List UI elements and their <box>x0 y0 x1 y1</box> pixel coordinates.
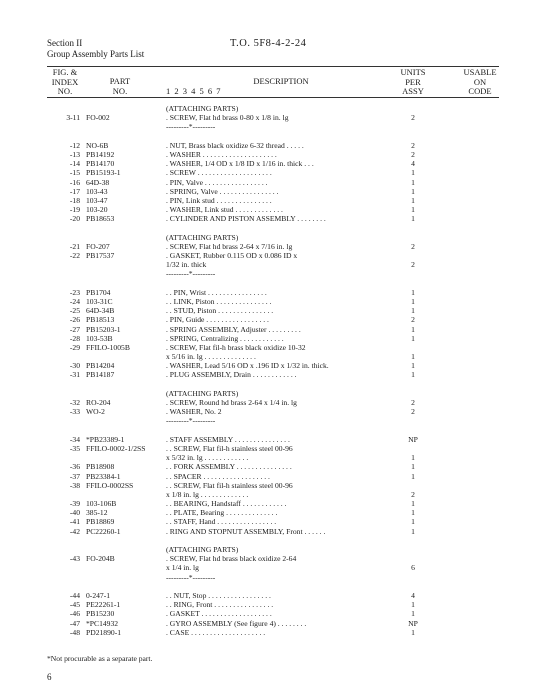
table-row <box>0 132 540 141</box>
units-cell: 1 <box>411 296 415 306</box>
units-cell: 2 <box>411 315 415 325</box>
units-cell: 2 <box>411 260 415 270</box>
part-number-cell: 103-31C <box>86 296 113 306</box>
table-row <box>0 269 540 278</box>
part-number-cell: 64D-38 <box>86 177 110 187</box>
col-head-code: USABLE ON CODE <box>463 67 497 96</box>
description-cell: . SCREW, Flat hd brass black oxidize 2-64 <box>166 554 297 564</box>
part-number-cell: 103-43 <box>86 186 108 196</box>
table-row <box>0 389 540 398</box>
header-rule-top <box>47 66 499 67</box>
table-row <box>0 490 540 499</box>
table-row <box>0 279 540 288</box>
units-cell: 1 <box>411 627 415 637</box>
units-cell: 1 <box>411 177 415 187</box>
description-cell: ---------*--------- <box>166 269 216 279</box>
units-cell: 1 <box>411 186 415 196</box>
description-cell: . SCREW, Flat hd brass 2-64 x 7/16 in. lg <box>166 241 293 251</box>
description-cell: . WASHER, Link stud . . . . . . . . . . . . . <box>166 205 283 215</box>
index-cell: -23 <box>69 287 80 297</box>
description-cell: . GYRO ASSEMBLY (See figure 4) . . . . . . . . <box>166 618 307 628</box>
table-row <box>0 472 540 481</box>
table-row <box>0 306 540 315</box>
section-label: Section II <box>47 38 83 48</box>
table-row <box>0 435 540 444</box>
units-cell: 2 <box>411 241 415 251</box>
index-cell: -34 <box>69 434 80 444</box>
table-row <box>0 205 540 214</box>
table-row <box>0 104 540 113</box>
index-cell: -44 <box>69 590 80 600</box>
table-row <box>0 325 540 334</box>
units-cell: 1 <box>411 324 415 334</box>
index-cell: -17 <box>69 186 80 196</box>
description-cell: (ATTACHING PARTS) <box>166 232 239 242</box>
part-number-cell: 103-20 <box>86 205 108 215</box>
description-cell: . PIN, Valve . . . . . . . . . . . . . . . . . <box>166 177 268 187</box>
table-row <box>0 481 540 490</box>
index-cell: -40 <box>69 508 80 518</box>
part-number-cell: PD21890-1 <box>86 627 122 637</box>
part-number-cell: NO-6B <box>86 140 109 150</box>
description-cell: . . NUT, Stop . . . . . . . . . . . . . . . . . <box>166 590 271 600</box>
units-cell: 1 <box>411 499 415 509</box>
table-row <box>0 315 540 324</box>
parts-list <box>0 104 540 637</box>
table-row <box>0 288 540 297</box>
description-cell: . WASHER . . . . . . . . . . . . . . . . . . . . <box>166 149 277 159</box>
index-cell: -25 <box>69 306 80 316</box>
units-cell: 1 <box>411 453 415 463</box>
table-row <box>0 517 540 526</box>
index-cell: 3-11 <box>66 113 80 123</box>
description-cell: . SCREW, Flat hd brass 0-80 x 1/8 in. lg <box>166 113 289 123</box>
index-cell: -12 <box>69 140 80 150</box>
units-cell: 2 <box>411 140 415 150</box>
index-cell: -14 <box>69 159 80 169</box>
index-cell: -33 <box>69 407 80 417</box>
header-rule-bottom <box>47 97 499 98</box>
units-cell: 1 <box>411 526 415 536</box>
table-row <box>0 563 540 572</box>
table-row <box>0 233 540 242</box>
footnote: *Not procurable as a separate part. <box>47 654 153 663</box>
table-row <box>0 508 540 517</box>
page-number: 6 <box>47 672 52 682</box>
table-row <box>0 499 540 508</box>
description-cell: ---------*--------- <box>166 122 216 132</box>
index-cell: -43 <box>69 554 80 564</box>
units-cell: NP <box>408 618 418 628</box>
description-cell: . PIN, Link stud . . . . . . . . . . . . . . . <box>166 195 272 205</box>
index-cell: -13 <box>69 149 80 159</box>
units-cell: 1 <box>411 352 415 362</box>
index-cell: -42 <box>69 526 80 536</box>
col-head-index: FIG. & INDEX NO. <box>51 67 79 96</box>
table-row <box>0 122 540 131</box>
table-row <box>0 609 540 618</box>
part-number-cell: PB18869 <box>86 517 115 527</box>
description-cell: . . RING, Front . . . . . . . . . . . . . . . . <box>166 600 274 610</box>
units-cell: 1 <box>411 517 415 527</box>
units-cell: 6 <box>411 563 415 573</box>
table-row <box>0 582 540 591</box>
table-row <box>0 600 540 609</box>
units-cell: 2 <box>411 149 415 159</box>
col-head-desc: DESCRIPTION 1 2 3 4 5 6 7 <box>166 76 309 96</box>
table-row <box>0 591 540 600</box>
description-cell: (ATTACHING PARTS) <box>166 545 239 554</box>
description-cell: x 5/32 in. lg . . . . . . . . . . . . <box>166 453 249 463</box>
units-cell: 1 <box>411 508 415 518</box>
part-number-cell: PB15193-1 <box>86 168 121 178</box>
part-number-cell: PB23384-1 <box>86 471 121 481</box>
units-cell: 1 <box>411 462 415 472</box>
description-cell: . WASHER, 1/4 OD x 1/8 ID x 1/16 in. thick . . . <box>166 159 314 169</box>
to-number: T.O. 5F8-4-2-24 <box>230 38 307 49</box>
units-cell: 4 <box>411 159 415 169</box>
units-cell: 1 <box>411 195 415 205</box>
part-number-cell: 385-12 <box>86 508 108 518</box>
description-cell: x 1/8 in. lg . . . . . . . . . . . . . <box>166 489 249 499</box>
index-cell: -16 <box>69 177 80 187</box>
index-cell: -48 <box>69 627 80 637</box>
description-cell: 1/32 in. thick <box>166 260 207 270</box>
part-number-cell: PB17537 <box>86 251 115 260</box>
index-cell: -39 <box>69 499 80 509</box>
description-cell: . . FORK ASSEMBLY . . . . . . . . . . . . . . . <box>166 462 292 472</box>
table-row <box>0 416 540 425</box>
index-cell: -41 <box>69 517 80 527</box>
table-row <box>0 370 540 379</box>
table-row <box>0 297 540 306</box>
table-row <box>0 407 540 416</box>
description-cell: . STAFF ASSEMBLY . . . . . . . . . . . . . . . <box>166 434 290 444</box>
part-number-cell: PB18653 <box>86 214 115 224</box>
section-header <box>47 38 144 60</box>
units-cell: 1 <box>411 370 415 380</box>
part-number-cell: PB15230 <box>86 609 115 619</box>
units-cell: 1 <box>411 306 415 316</box>
units-cell: 1 <box>411 361 415 371</box>
table-row <box>0 554 540 563</box>
description-cell: x 5/16 in. lg . . . . . . . . . . . . . . <box>166 352 256 362</box>
description-cell: . CYLINDER AND PISTON ASSEMBLY . . . . . . . . <box>166 214 326 224</box>
description-cell: . SPRING, Valve . . . . . . . . . . . . . . . . <box>166 186 279 196</box>
description-cell: (ATTACHING PARTS) <box>166 388 239 398</box>
table-row <box>0 343 540 352</box>
table-row <box>0 141 540 150</box>
table-row <box>0 573 540 582</box>
table-row <box>0 187 540 196</box>
table-row <box>0 545 540 554</box>
description-cell: (ATTACHING PARTS) <box>166 104 239 113</box>
table-row <box>0 168 540 177</box>
index-cell: -38 <box>69 480 80 490</box>
description-cell: . . SCREW, Flat fil-h stainless steel 00-96 <box>166 480 293 490</box>
part-number-cell: WO-2 <box>86 407 105 417</box>
table-row <box>0 214 540 223</box>
part-number-cell: 103-53B <box>86 333 113 343</box>
table-row <box>0 398 540 407</box>
index-cell: -15 <box>69 168 80 178</box>
description-cell: . . SCREW, Flat fil-h stainless steel 00-96 <box>166 443 293 453</box>
table-row <box>0 462 540 471</box>
table-row <box>0 150 540 159</box>
index-cell: -22 <box>69 251 80 260</box>
part-number-cell: FFILO-1005B <box>86 342 130 352</box>
table-row <box>0 251 540 260</box>
description-cell: . WASHER, Lead 5/16 OD x .196 ID x 1/32 in. thick. <box>166 361 329 371</box>
index-cell: -47 <box>69 618 80 628</box>
index-cell: -31 <box>69 370 80 380</box>
part-number-cell: RO-204 <box>86 398 111 407</box>
description-cell: . . PIN, Wrist . . . . . . . . . . . . . . . . <box>166 287 267 297</box>
table-row <box>0 426 540 435</box>
table-row <box>0 178 540 187</box>
description-cell: . RING AND STOPNUT ASSEMBLY, Front . . . . . . <box>166 526 326 536</box>
index-cell: -20 <box>69 214 80 224</box>
units-cell: 1 <box>411 333 415 343</box>
description-cell: . . SPACER . . . . . . . . . . . . . . . . . . <box>166 471 270 481</box>
units-cell: 1 <box>411 287 415 297</box>
index-cell: -30 <box>69 361 80 371</box>
units-cell: 1 <box>411 205 415 215</box>
part-number-cell: PB1704 <box>86 287 111 297</box>
table-row <box>0 380 540 389</box>
part-number-cell: PB14204 <box>86 361 115 371</box>
part-number-cell: FO-207 <box>86 241 110 251</box>
col-head-units: UNITS PER ASSY <box>400 67 426 96</box>
description-cell: . SPRING, Centralizing . . . . . . . . . . . . <box>166 333 284 343</box>
units-cell: 1 <box>411 609 415 619</box>
part-number-cell: FO-204B <box>86 554 115 564</box>
units-cell: 2 <box>411 398 415 407</box>
index-cell: -37 <box>69 471 80 481</box>
part-number-cell: PB14192 <box>86 149 115 159</box>
units-cell: 1 <box>411 471 415 481</box>
index-cell: -18 <box>69 195 80 205</box>
description-cell: . SPRING ASSEMBLY, Adjuster . . . . . . . . . <box>166 324 301 334</box>
description-cell: ---------*--------- <box>166 572 216 582</box>
units-cell: 4 <box>411 590 415 600</box>
index-cell: -24 <box>69 296 80 306</box>
description-cell: . . STAFF, Hand . . . . . . . . . . . . . . . . <box>166 517 277 527</box>
description-cell: x 1/4 in. lg <box>166 563 199 573</box>
table-row <box>0 453 540 462</box>
table-row <box>0 242 540 251</box>
table-row <box>0 260 540 269</box>
description-cell: . SCREW, Round hd brass 2-64 x 1/4 in. lg <box>166 398 297 407</box>
index-cell: -35 <box>69 443 80 453</box>
part-number-cell: *PB23389-1 <box>86 434 125 444</box>
part-number-cell: 103-47 <box>86 195 108 205</box>
table-row <box>0 536 540 545</box>
description-cell: . . STUD, Piston . . . . . . . . . . . . . . . <box>166 306 274 316</box>
units-cell: NP <box>408 434 418 444</box>
index-cell: -28 <box>69 333 80 343</box>
units-cell: 1 <box>411 168 415 178</box>
part-number-cell: PC22260-1 <box>86 526 121 536</box>
part-number-cell: PB15203-1 <box>86 324 121 334</box>
units-cell: 1 <box>411 600 415 610</box>
description-cell: . GASKET . . . . . . . . . . . . . . . . . . . <box>166 609 272 619</box>
description-cell: . WASHER, No. 2 <box>166 407 222 417</box>
table-row <box>0 352 540 361</box>
col-head-part: PART NO. <box>109 76 131 96</box>
description-cell: . PIN, Guide . . . . . . . . . . . . . . . . . <box>166 315 269 325</box>
part-number-cell: *PC14932 <box>86 618 119 628</box>
description-cell: . . PLATE, Bearing . . . . . . . . . . . . . . <box>166 508 278 518</box>
table-row <box>0 527 540 536</box>
index-cell: -19 <box>69 205 80 215</box>
description-cell: . PLUG ASSEMBLY, Drain . . . . . . . . . . . . <box>166 370 297 380</box>
table-row <box>0 159 540 168</box>
part-number-cell: FFILO-0002SS <box>86 480 134 490</box>
description-cell: . SCREW . . . . . . . . . . . . . . . . . . . . <box>166 168 272 178</box>
part-number-cell: PB18513 <box>86 315 115 325</box>
table-row <box>0 619 540 628</box>
part-number-cell: PE22261-1 <box>86 600 121 610</box>
part-number-cell: 64D-34B <box>86 306 115 316</box>
list-title: Group Assembly Parts List <box>47 49 145 59</box>
units-cell: 1 <box>411 214 415 224</box>
index-cell: -27 <box>69 324 80 334</box>
part-number-cell: FO-002 <box>86 113 110 123</box>
units-cell: 2 <box>411 489 415 499</box>
description-cell: . GASKET, Rubber 0.115 OD x 0.086 ID x <box>166 251 298 260</box>
index-cell: -26 <box>69 315 80 325</box>
table-row <box>0 334 540 343</box>
units-cell: 2 <box>411 113 415 123</box>
table-row <box>0 628 540 637</box>
description-cell: . . LINK, Piston . . . . . . . . . . . . . . . <box>166 296 272 306</box>
index-cell: -32 <box>69 398 80 407</box>
index-cell: -21 <box>69 241 80 251</box>
part-number-cell: 103-106B <box>86 499 117 509</box>
part-number-cell: FFILO-0002-1/2SS <box>86 443 146 453</box>
units-cell: 2 <box>411 407 415 417</box>
part-number-cell: PB18908 <box>86 462 115 472</box>
table-row <box>0 113 540 122</box>
description-cell: . NUT, Brass black oxidize 6-32 thread . . . . . <box>166 140 304 150</box>
part-number-cell: PB14187 <box>86 370 115 380</box>
part-number-cell: 0-247-1 <box>86 590 111 600</box>
table-row <box>0 361 540 370</box>
index-cell: -46 <box>69 609 80 619</box>
table-row <box>0 196 540 205</box>
description-cell: . SCREW, Flat fil-h brass black oxidize 10-32 <box>166 342 306 352</box>
part-number-cell: PB14170 <box>86 159 115 169</box>
index-cell: -45 <box>69 600 80 610</box>
table-row <box>0 223 540 232</box>
description-cell: . CASE . . . . . . . . . . . . . . . . . . . . <box>166 627 266 637</box>
description-cell: . . BEARING, Handstaff . . . . . . . . . . . . <box>166 499 287 509</box>
description-cell: ---------*--------- <box>166 416 216 426</box>
index-cell: -36 <box>69 462 80 472</box>
index-cell: -29 <box>69 342 80 352</box>
table-row <box>0 444 540 453</box>
